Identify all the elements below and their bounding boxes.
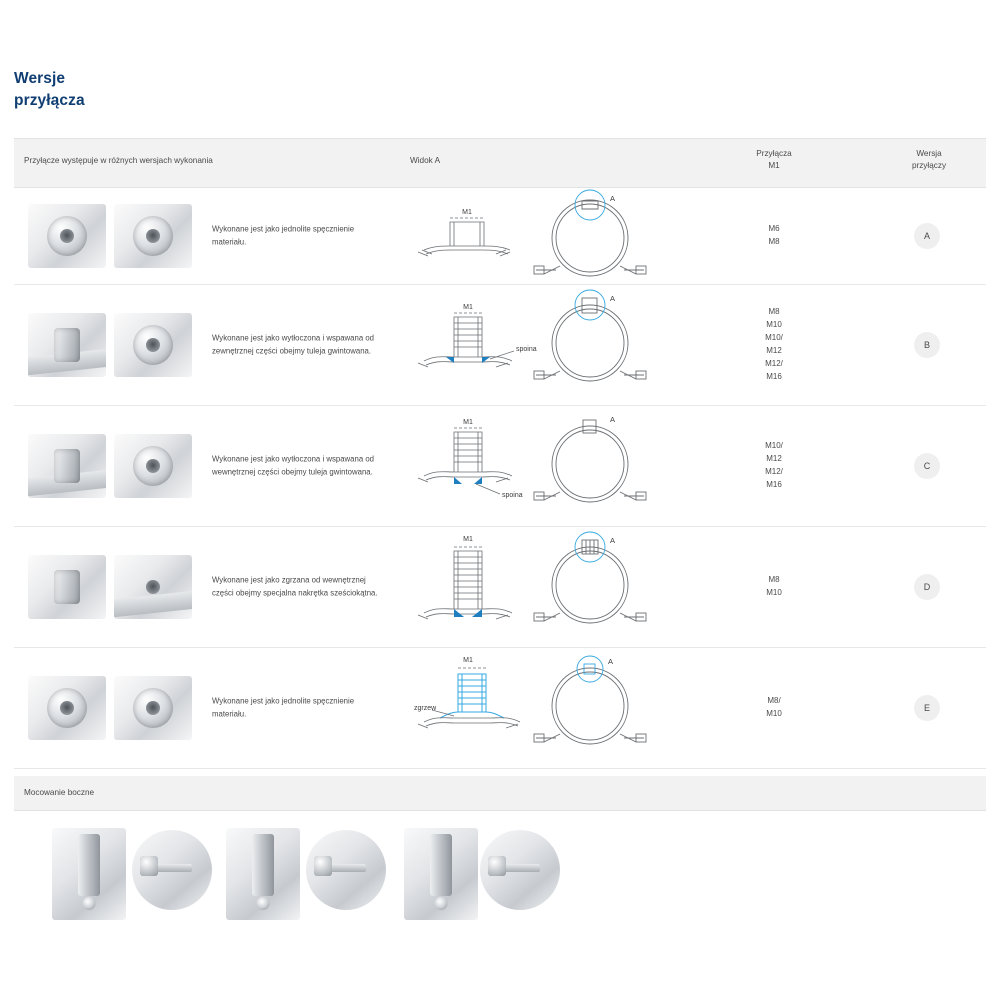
photo-tube	[78, 834, 100, 896]
version-badge: C	[914, 453, 940, 479]
photo-tube	[252, 834, 274, 896]
drawing-svg	[410, 527, 700, 647]
version-badge: D	[914, 574, 940, 600]
side-mount-photo	[132, 830, 212, 910]
weld-mark	[454, 609, 464, 617]
product-photos	[22, 648, 202, 768]
row-description: Wykonane jest jako zgrzana od wewnętrznej części obejmy specjalna nakrętka sześciokątna.	[212, 575, 378, 597]
weld-mark	[472, 609, 482, 617]
technical-drawing	[410, 188, 700, 284]
m1-value: M12	[766, 346, 782, 355]
row-description: Wykonane jest jako wytłoczona i wspawana od wewnętrznej części obejmy tuleja gwintowana.	[212, 454, 375, 476]
row-description: Wykonane jest jako jednolite spęcznienie materiału.	[212, 696, 355, 718]
side-mount-photo	[404, 828, 478, 920]
drawing-m1-label: M1	[463, 657, 473, 664]
drawing-svg	[410, 285, 700, 405]
table-row	[14, 527, 986, 648]
weld-mark	[474, 477, 482, 484]
technical-drawing	[410, 406, 700, 526]
m1-value: M16	[766, 371, 782, 381]
column-header-version	[874, 148, 984, 172]
m1-values	[714, 574, 834, 600]
table-row	[14, 285, 986, 406]
drawing-m1-label: M1	[463, 304, 473, 311]
page-title-line2: przyłącza	[14, 92, 85, 110]
weld-label: zgrzew	[414, 705, 437, 712]
photo-bolt	[435, 897, 448, 910]
drawing-svg	[410, 406, 700, 526]
table-row	[14, 648, 986, 769]
table-header-row	[14, 138, 986, 188]
m1-value: M8	[768, 307, 780, 317]
photo-sleeve	[54, 449, 80, 483]
side-mount-photo	[480, 830, 560, 910]
column-header-m1	[714, 148, 834, 172]
table-row	[14, 406, 986, 527]
product-photos	[22, 188, 202, 284]
technical-drawing	[410, 648, 700, 768]
m1-values	[714, 306, 834, 384]
technical-drawing	[410, 285, 700, 405]
m1-value: M8	[768, 575, 780, 585]
product-photo	[28, 434, 106, 498]
photo-thread-hole	[146, 459, 160, 473]
side-mount-photo	[52, 828, 126, 920]
m1-values	[714, 440, 834, 492]
m1-value: M8	[768, 237, 780, 246]
photo-tube	[430, 834, 452, 896]
photo-bolt	[83, 897, 96, 910]
side-mount-photo	[226, 828, 300, 920]
drawing-callout-label: A	[610, 294, 616, 303]
weld-label: spoina	[502, 492, 523, 499]
m1-value: M12/	[765, 358, 783, 368]
product-photo	[28, 204, 106, 268]
m1-value: M10	[766, 709, 782, 718]
row-description: Wykonane jest jako wytłoczona i wspawana od zewnętrznej części obejmy tuleja gwintowana.	[212, 333, 375, 355]
photo-thread-hole	[146, 229, 160, 243]
drawing-m1-label: M1	[463, 536, 473, 543]
product-photo	[28, 676, 106, 740]
product-photo	[114, 555, 192, 619]
product-photos	[22, 285, 202, 405]
table-row	[14, 188, 986, 285]
photo-hex-nut	[54, 570, 80, 604]
m1-value: M10	[766, 588, 782, 597]
detail-callout-circle	[575, 190, 605, 220]
photo-thread-hole	[60, 701, 74, 715]
photo-thread-hole	[146, 338, 160, 352]
photo-screw-head	[314, 856, 332, 876]
photo-bolt	[257, 897, 270, 910]
product-photo	[114, 313, 192, 377]
photo-thread-hole	[146, 701, 160, 715]
photo-screw-head	[140, 856, 158, 876]
column-header-view: Widok A	[410, 156, 441, 165]
drawing-callout-label: A	[608, 657, 614, 666]
photo-thread-hole	[146, 580, 160, 594]
drawing-callout-label: A	[610, 194, 616, 203]
photo-sleeve	[54, 328, 80, 362]
version-badge: E	[914, 695, 940, 721]
product-photo	[114, 676, 192, 740]
product-photo	[114, 204, 192, 268]
column-header-description: Przyłącze występuje w różnych wersjach wykonania	[24, 156, 213, 165]
weld-mark	[454, 477, 462, 484]
side-mount-photos	[14, 824, 986, 944]
photo-plate	[114, 590, 192, 618]
technical-drawing	[410, 527, 700, 647]
version-badge: B	[914, 332, 940, 358]
row-description: Wykonane jest jako jednolite spęcznienie materiału.	[212, 224, 355, 246]
m1-values	[714, 695, 834, 721]
page-title	[14, 68, 314, 113]
m1-value: M12	[766, 454, 782, 464]
column-header-version-line1: Wersja	[916, 149, 942, 158]
versions-table	[14, 138, 986, 769]
photo-screw-head	[488, 856, 506, 876]
m1-value: M10	[766, 320, 782, 330]
m1-value: M8/	[767, 696, 781, 706]
m1-value: M10/	[765, 333, 783, 343]
column-header-version-line2: przyłączy	[911, 160, 947, 170]
m1-value: M12/	[765, 467, 783, 476]
product-photo	[28, 555, 106, 619]
product-photo	[114, 434, 192, 498]
photo-thread-hole	[60, 229, 74, 243]
m1-value: M16	[766, 479, 782, 489]
drawing-m1-label: M1	[463, 419, 473, 426]
side-mount-label: Mocowanie boczne	[24, 788, 95, 797]
drawing-svg	[410, 648, 700, 768]
weld-label: spoina	[516, 346, 537, 353]
m1-value: M6	[768, 224, 780, 234]
drawing-m1-label: M1	[462, 209, 472, 216]
side-mount-photo	[306, 830, 386, 910]
drawing-callout-label: A	[610, 415, 616, 424]
product-photo	[28, 313, 106, 377]
side-mount-header	[14, 776, 986, 811]
m1-values	[714, 223, 834, 249]
version-badge: A	[914, 223, 940, 249]
page-title-line1: Wersje	[14, 70, 66, 87]
product-photos	[22, 406, 202, 526]
column-header-m1-line2: M1	[768, 160, 780, 170]
m1-value: M10/	[765, 441, 783, 451]
drawing-svg	[410, 188, 700, 284]
product-photos	[22, 527, 202, 647]
column-header-m1-line1: Przyłącza	[756, 149, 792, 158]
drawing-callout-label: A	[610, 536, 616, 545]
